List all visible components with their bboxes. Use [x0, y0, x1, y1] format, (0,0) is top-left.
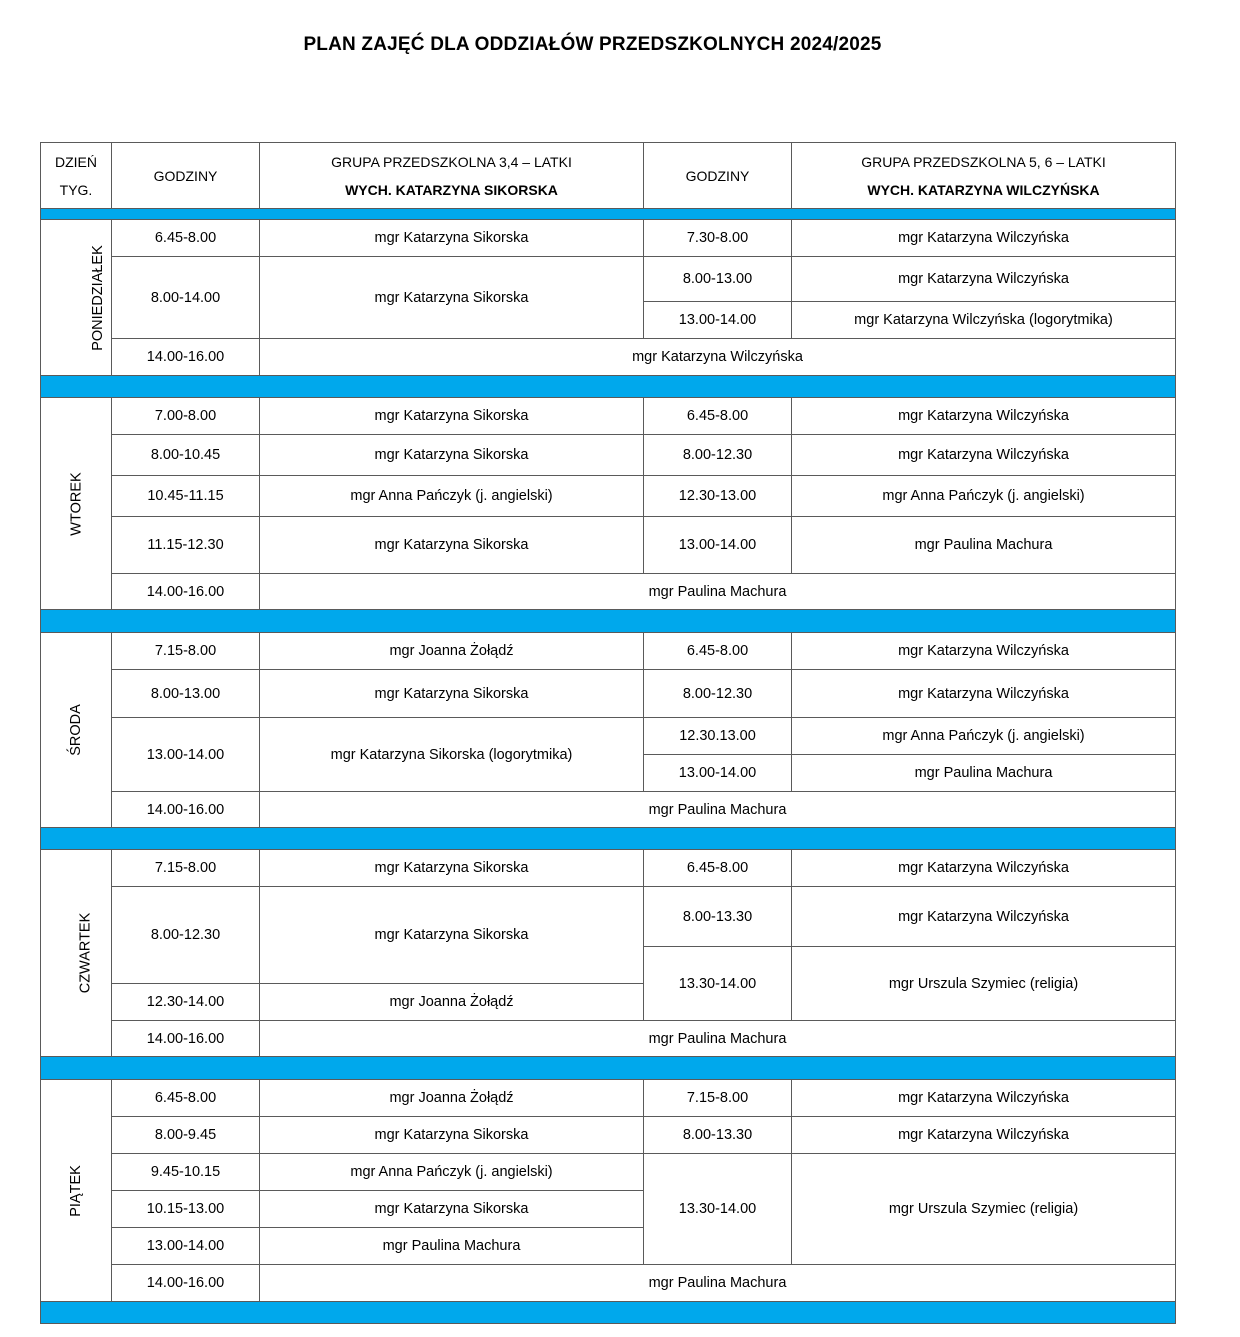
joint-time: 14.00-16.00	[112, 574, 260, 610]
joint-time: 14.00-16.00	[112, 1265, 260, 1302]
header-group2: GRUPA PRZEDSZKOLNA 5, 6 – LATKI WYCH. KATARZYNA WILCZYŃSKA	[792, 143, 1176, 209]
g1-time: 6.45-8.00	[112, 1080, 260, 1117]
table-row	[41, 476, 1176, 517]
g2-teacher: mgr Anna Pańczyk (j. angielski)	[792, 718, 1176, 755]
g2-teacher: mgr Katarzyna Wilczyńska	[792, 1117, 1176, 1154]
g1-teacher: mgr Katarzyna Sikorska	[260, 435, 644, 476]
g2-time: 13.30-14.00	[644, 947, 792, 1021]
g1-teacher: mgr Katarzyna Sikorska	[260, 850, 644, 887]
table-row	[41, 633, 1176, 670]
g1-time: 13.00-14.00	[112, 718, 260, 792]
table-row	[41, 435, 1176, 476]
g1-teacher: mgr Paulina Machura	[260, 1228, 644, 1265]
g1-time: 8.00-12.30	[112, 887, 260, 984]
g2-time: 6.45-8.00	[644, 850, 792, 887]
g2-teacher: mgr Katarzyna Wilczyńska	[792, 257, 1176, 302]
table-row-joint	[41, 792, 1176, 828]
g2-teacher: mgr Katarzyna Wilczyńska	[792, 398, 1176, 435]
day-separator	[41, 828, 1176, 850]
g2-teacher: mgr Paulina Machura	[792, 517, 1176, 574]
table-row	[41, 1117, 1176, 1154]
g1-time: 7.00-8.00	[112, 398, 260, 435]
joint-teacher: mgr Paulina Machura	[260, 1265, 1176, 1302]
g1-teacher: mgr Joanna Żołądź	[260, 984, 644, 1021]
g2-teacher: mgr Urszula Szymiec (religia)	[792, 1154, 1176, 1265]
g1-time: 10.15-13.00	[112, 1191, 260, 1228]
joint-time: 14.00-16.00	[112, 1021, 260, 1057]
table-row	[41, 1080, 1176, 1117]
header-hours-group1: GODZINY	[112, 143, 260, 209]
g2-teacher: mgr Katarzyna Wilczyńska (logorytmika)	[792, 302, 1176, 339]
day-cell-friday: PIĄTEK	[41, 1080, 112, 1302]
joint-teacher: mgr Paulina Machura	[260, 574, 1176, 610]
day-separator	[41, 1302, 1176, 1324]
g2-time: 7.15-8.00	[644, 1080, 792, 1117]
g1-time: 8.00-10.45	[112, 435, 260, 476]
table-row	[41, 220, 1176, 257]
g1-time: 8.00-13.00	[112, 670, 260, 718]
g2-teacher: mgr Katarzyna Wilczyńska	[792, 887, 1176, 947]
g2-time: 8.00-13.30	[644, 887, 792, 947]
g1-teacher: mgr Katarzyna Sikorska	[260, 517, 644, 574]
g1-teacher: mgr Katarzyna Sikorska (logorytmika)	[260, 718, 644, 792]
g2-teacher: mgr Katarzyna Wilczyńska	[792, 1080, 1176, 1117]
g1-teacher: mgr Anna Pańczyk (j. angielski)	[260, 476, 644, 517]
table-row-joint	[41, 1265, 1176, 1302]
day-cell-monday: PONIEDZIAŁEK	[41, 220, 112, 376]
g1-teacher: mgr Katarzyna Sikorska	[260, 670, 644, 718]
g2-teacher: mgr Katarzyna Wilczyńska	[792, 670, 1176, 718]
table-row	[41, 517, 1176, 574]
g2-time: 12.30.13.00	[644, 718, 792, 755]
g1-time: 6.45-8.00	[112, 220, 260, 257]
table-row-joint	[41, 339, 1176, 376]
table-row-joint	[41, 574, 1176, 610]
table-row	[41, 257, 1176, 302]
g1-time: 7.15-8.00	[112, 850, 260, 887]
g1-teacher: mgr Joanna Żołądź	[260, 633, 644, 670]
day-cell-tuesday: WTOREK	[41, 398, 112, 610]
g2-time: 13.00-14.00	[644, 755, 792, 792]
g2-time: 13.30-14.00	[644, 1154, 792, 1265]
g1-time: 8.00-14.00	[112, 257, 260, 339]
joint-teacher: mgr Katarzyna Wilczyńska	[260, 339, 1176, 376]
g2-time: 6.45-8.00	[644, 398, 792, 435]
day-separator	[41, 1057, 1176, 1080]
g2-teacher: mgr Paulina Machura	[792, 755, 1176, 792]
header-day: DZIEŃ TYG.	[41, 143, 112, 209]
g2-teacher: mgr Katarzyna Wilczyńska	[792, 435, 1176, 476]
g1-teacher: mgr Katarzyna Sikorska	[260, 398, 644, 435]
g1-teacher: mgr Joanna Żołądź	[260, 1080, 644, 1117]
g2-teacher: mgr Anna Pańczyk (j. angielski)	[792, 476, 1176, 517]
day-cell-thursday: CZWARTEK	[41, 850, 112, 1057]
g2-time: 8.00-12.30	[644, 670, 792, 718]
table-row	[41, 398, 1176, 435]
table-row	[41, 718, 1176, 755]
g1-teacher: mgr Katarzyna Sikorska	[260, 1117, 644, 1154]
header-row	[41, 143, 1176, 209]
day-separator	[41, 209, 1176, 220]
g2-teacher: mgr Katarzyna Wilczyńska	[792, 850, 1176, 887]
header-hours-group2: GODZINY	[644, 143, 792, 209]
g2-time: 7.30-8.00	[644, 220, 792, 257]
table-row	[41, 670, 1176, 718]
g1-teacher: mgr Katarzyna Sikorska	[260, 257, 644, 339]
g1-time: 9.45-10.15	[112, 1154, 260, 1191]
day-cell-wednesday: ŚRODA	[41, 633, 112, 828]
g1-time: 10.45-11.15	[112, 476, 260, 517]
g1-teacher: mgr Katarzyna Sikorska	[260, 1191, 644, 1228]
timetable	[40, 142, 1176, 1324]
g2-time: 8.00-13.30	[644, 1117, 792, 1154]
g1-time: 11.15-12.30	[112, 517, 260, 574]
g1-time: 12.30-14.00	[112, 984, 260, 1021]
table-row	[41, 887, 1176, 947]
g2-time: 6.45-8.00	[644, 633, 792, 670]
table-row	[41, 850, 1176, 887]
g2-time: 13.00-14.00	[644, 302, 792, 339]
g2-time: 13.00-14.00	[644, 517, 792, 574]
joint-time: 14.00-16.00	[112, 792, 260, 828]
g1-teacher: mgr Katarzyna Sikorska	[260, 887, 644, 984]
day-separator	[41, 610, 1176, 633]
g2-teacher: mgr Katarzyna Wilczyńska	[792, 220, 1176, 257]
header-group1: GRUPA PRZEDSZKOLNA 3,4 – LATKI WYCH. KATARZYNA SIKORSKA	[260, 143, 644, 209]
page-title: PLAN ZAJĘĆ DLA ODDZIAŁÓW PRZEDSZKOLNYCH 2024/2025	[303, 34, 882, 55]
g2-time: 8.00-12.30	[644, 435, 792, 476]
joint-time: 14.00-16.00	[112, 339, 260, 376]
table-row-joint	[41, 1021, 1176, 1057]
table-row	[41, 1154, 1176, 1191]
g2-teacher: mgr Katarzyna Wilczyńska	[792, 633, 1176, 670]
g2-teacher: mgr Urszula Szymiec (religia)	[792, 947, 1176, 1021]
g2-time: 12.30-13.00	[644, 476, 792, 517]
g1-teacher: mgr Anna Pańczyk (j. angielski)	[260, 1154, 644, 1191]
g1-time: 8.00-9.45	[112, 1117, 260, 1154]
g1-teacher: mgr Katarzyna Sikorska	[260, 220, 644, 257]
g1-time: 13.00-14.00	[112, 1228, 260, 1265]
joint-teacher: mgr Paulina Machura	[260, 1021, 1176, 1057]
g1-time: 7.15-8.00	[112, 633, 260, 670]
joint-teacher: mgr Paulina Machura	[260, 792, 1176, 828]
g2-time: 8.00-13.00	[644, 257, 792, 302]
day-separator	[41, 376, 1176, 398]
